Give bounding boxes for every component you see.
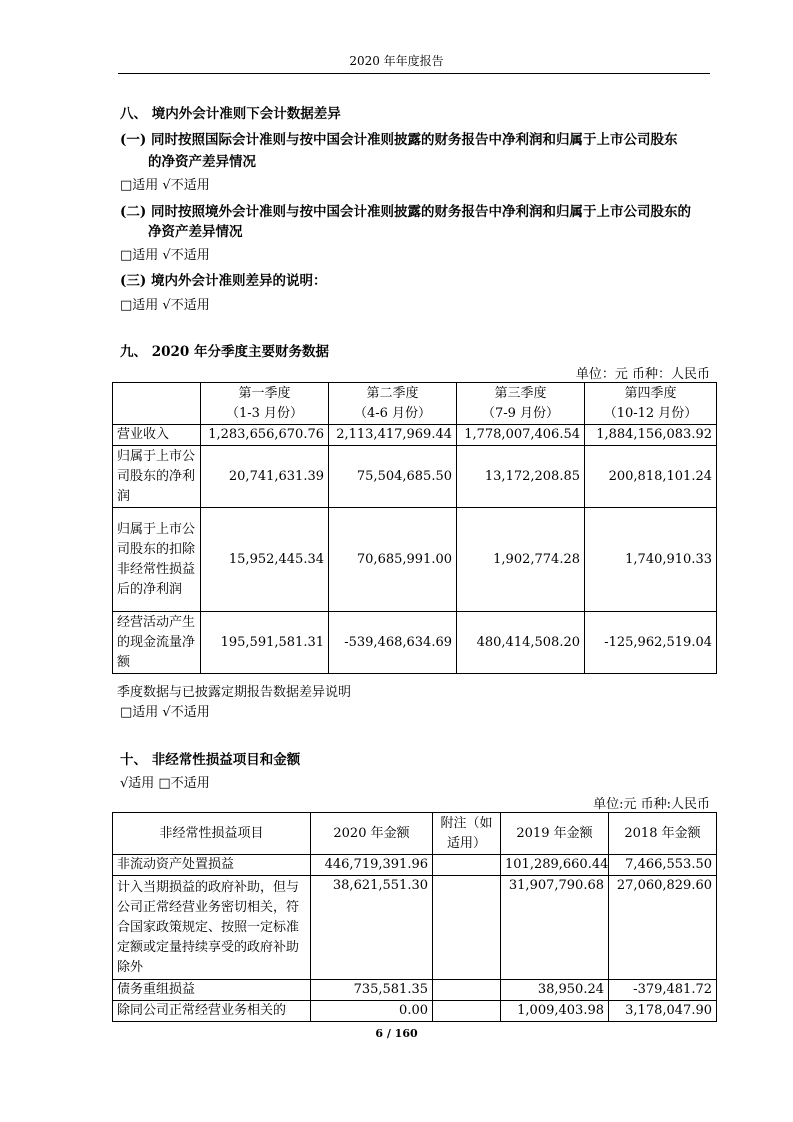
cell-value: 20,741,631.39 bbox=[201, 446, 329, 508]
row-label: 计入当期损益的政府补助，但与公司正常经营业务密切相关，符合国家政策规定、按照一定标准定额或定量持续享受的政府补助除外 bbox=[113, 876, 311, 980]
cell-value: 1,902,774.28 bbox=[457, 508, 585, 612]
section-10-unit: 单位:元 币种:人民币 bbox=[593, 797, 710, 812]
non-recurring-table bbox=[112, 812, 717, 1022]
cell-note bbox=[433, 1001, 501, 1022]
row-label: 营业收入 bbox=[113, 425, 201, 446]
quarterly-note-check: □适用 √不适用 bbox=[120, 705, 210, 720]
cell-value: -539,468,634.69 bbox=[329, 612, 457, 674]
quarterly-note: 季度数据与已披露定期报告数据差异说明 bbox=[117, 685, 352, 700]
header-2019: 2019 年金额 bbox=[501, 813, 609, 855]
section-8-sub2-line2: 净资产差异情况 bbox=[148, 224, 243, 240]
cell-value: 2,113,417,969.44 bbox=[329, 425, 457, 446]
section-8-sub3-title: (三) 境内外会计准则差异的说明： bbox=[120, 273, 327, 289]
table-row bbox=[113, 612, 717, 674]
section-8-sub1-line1: (一) 同时按照国际会计准则与按中国会计准则披露的财务报告中净利润和归属于上市公司股东 bbox=[120, 132, 678, 148]
row-label: 债务重组损益 bbox=[113, 980, 311, 1001]
cell-value: 70,685,991.00 bbox=[329, 508, 457, 612]
cell-value: 75,504,685.50 bbox=[329, 446, 457, 508]
cell-value: 1,740,910.33 bbox=[585, 508, 717, 612]
header-rule bbox=[118, 73, 710, 74]
cell-value: -379,481.72 bbox=[609, 980, 717, 1001]
cell-value: 446,719,391.96 bbox=[311, 855, 433, 876]
cell-value: -125,962,519.04 bbox=[585, 612, 717, 674]
section-9-title: 九、 2020 年分季度主要财务数据 bbox=[120, 344, 329, 360]
quarterly-table bbox=[112, 382, 717, 674]
section-10-check: √适用 □不适用 bbox=[120, 776, 210, 791]
section-8-sub2-line1: (二) 同时按照境外会计准则与按中国会计准则披露的财务报告中净利润和归属于上市公司股东的 bbox=[120, 204, 691, 220]
quarterly-header-q4: 第四季度 （10-12 月份） bbox=[585, 383, 717, 425]
quarterly-header-q3: 第三季度 （7-9 月份） bbox=[457, 383, 585, 425]
cell-value: 31,907,790.68 bbox=[501, 876, 609, 980]
cell-note bbox=[433, 980, 501, 1001]
cell-value: 1,778,007,406.54 bbox=[457, 425, 585, 446]
non-recurring-header-row bbox=[113, 813, 717, 855]
cell-value: 15,952,445.34 bbox=[201, 508, 329, 612]
section-8-title: 八、 境内外会计准则下会计数据差异 bbox=[120, 106, 341, 122]
page-number: 6 / 160 bbox=[375, 1027, 418, 1040]
quarterly-header-empty bbox=[113, 383, 201, 425]
header-2020: 2020 年金额 bbox=[311, 813, 433, 855]
quarterly-header-row bbox=[113, 383, 717, 425]
section-8-sub1-check: □适用 √不适用 bbox=[120, 178, 210, 193]
section-9-unit: 单位：元 币种：人民币 bbox=[575, 367, 710, 382]
table-row bbox=[113, 876, 717, 980]
table-row bbox=[113, 446, 717, 508]
row-label: 除同公司正常经营业务相关的 bbox=[113, 1001, 311, 1022]
cell-value: 38,950.24 bbox=[501, 980, 609, 1001]
section-8-sub3-check: □适用 √不适用 bbox=[120, 298, 210, 313]
cell-value: 195,591,581.31 bbox=[201, 612, 329, 674]
cell-note bbox=[433, 876, 501, 980]
row-label: 归属于上市公司股东的净利润 bbox=[113, 446, 201, 508]
cell-value: 1,009,403.98 bbox=[501, 1001, 609, 1022]
cell-value: 101,289,660.44 bbox=[501, 855, 609, 876]
header-2018: 2018 年金额 bbox=[609, 813, 717, 855]
cell-value: 200,818,101.24 bbox=[585, 446, 717, 508]
cell-value: 13,172,208.85 bbox=[457, 446, 585, 508]
table-row bbox=[113, 855, 717, 876]
table-row bbox=[113, 425, 717, 446]
row-label: 经营活动产生的现金流量净额 bbox=[113, 612, 201, 674]
cell-value: 1,884,156,083.92 bbox=[585, 425, 717, 446]
section-8-sub2-check: □适用 √不适用 bbox=[120, 248, 210, 263]
cell-value: 480,414,508.20 bbox=[457, 612, 585, 674]
section-10-title: 十、 非经常性损益项目和金额 bbox=[120, 752, 301, 768]
cell-value: 38,621,551.30 bbox=[311, 876, 433, 980]
row-label: 归属于上市公司股东的扣除非经常性损益后的净利润 bbox=[113, 508, 201, 612]
table-row bbox=[113, 508, 717, 612]
cell-value: 3,178,047.90 bbox=[609, 1001, 717, 1022]
cell-value: 0.00 bbox=[311, 1001, 433, 1022]
cell-note bbox=[433, 855, 501, 876]
quarterly-header-q1: 第一季度 （1-3 月份） bbox=[201, 383, 329, 425]
cell-value: 1,283,656,670.76 bbox=[201, 425, 329, 446]
cell-value: 735,581.35 bbox=[311, 980, 433, 1001]
page-header-title: 2020 年年度报告 bbox=[349, 54, 444, 68]
table-row bbox=[113, 980, 717, 1001]
table-row bbox=[113, 1001, 717, 1022]
cell-value: 7,466,553.50 bbox=[609, 855, 717, 876]
quarterly-header-q2: 第二季度 （4-6 月份） bbox=[329, 383, 457, 425]
cell-value: 27,060,829.60 bbox=[609, 876, 717, 980]
section-8-sub1-line2: 的净资产差异情况 bbox=[148, 154, 256, 170]
header-item: 非经常性损益项目 bbox=[113, 813, 311, 855]
header-note: 附注（如适用） bbox=[433, 813, 501, 855]
row-label: 非流动资产处置损益 bbox=[113, 855, 311, 876]
